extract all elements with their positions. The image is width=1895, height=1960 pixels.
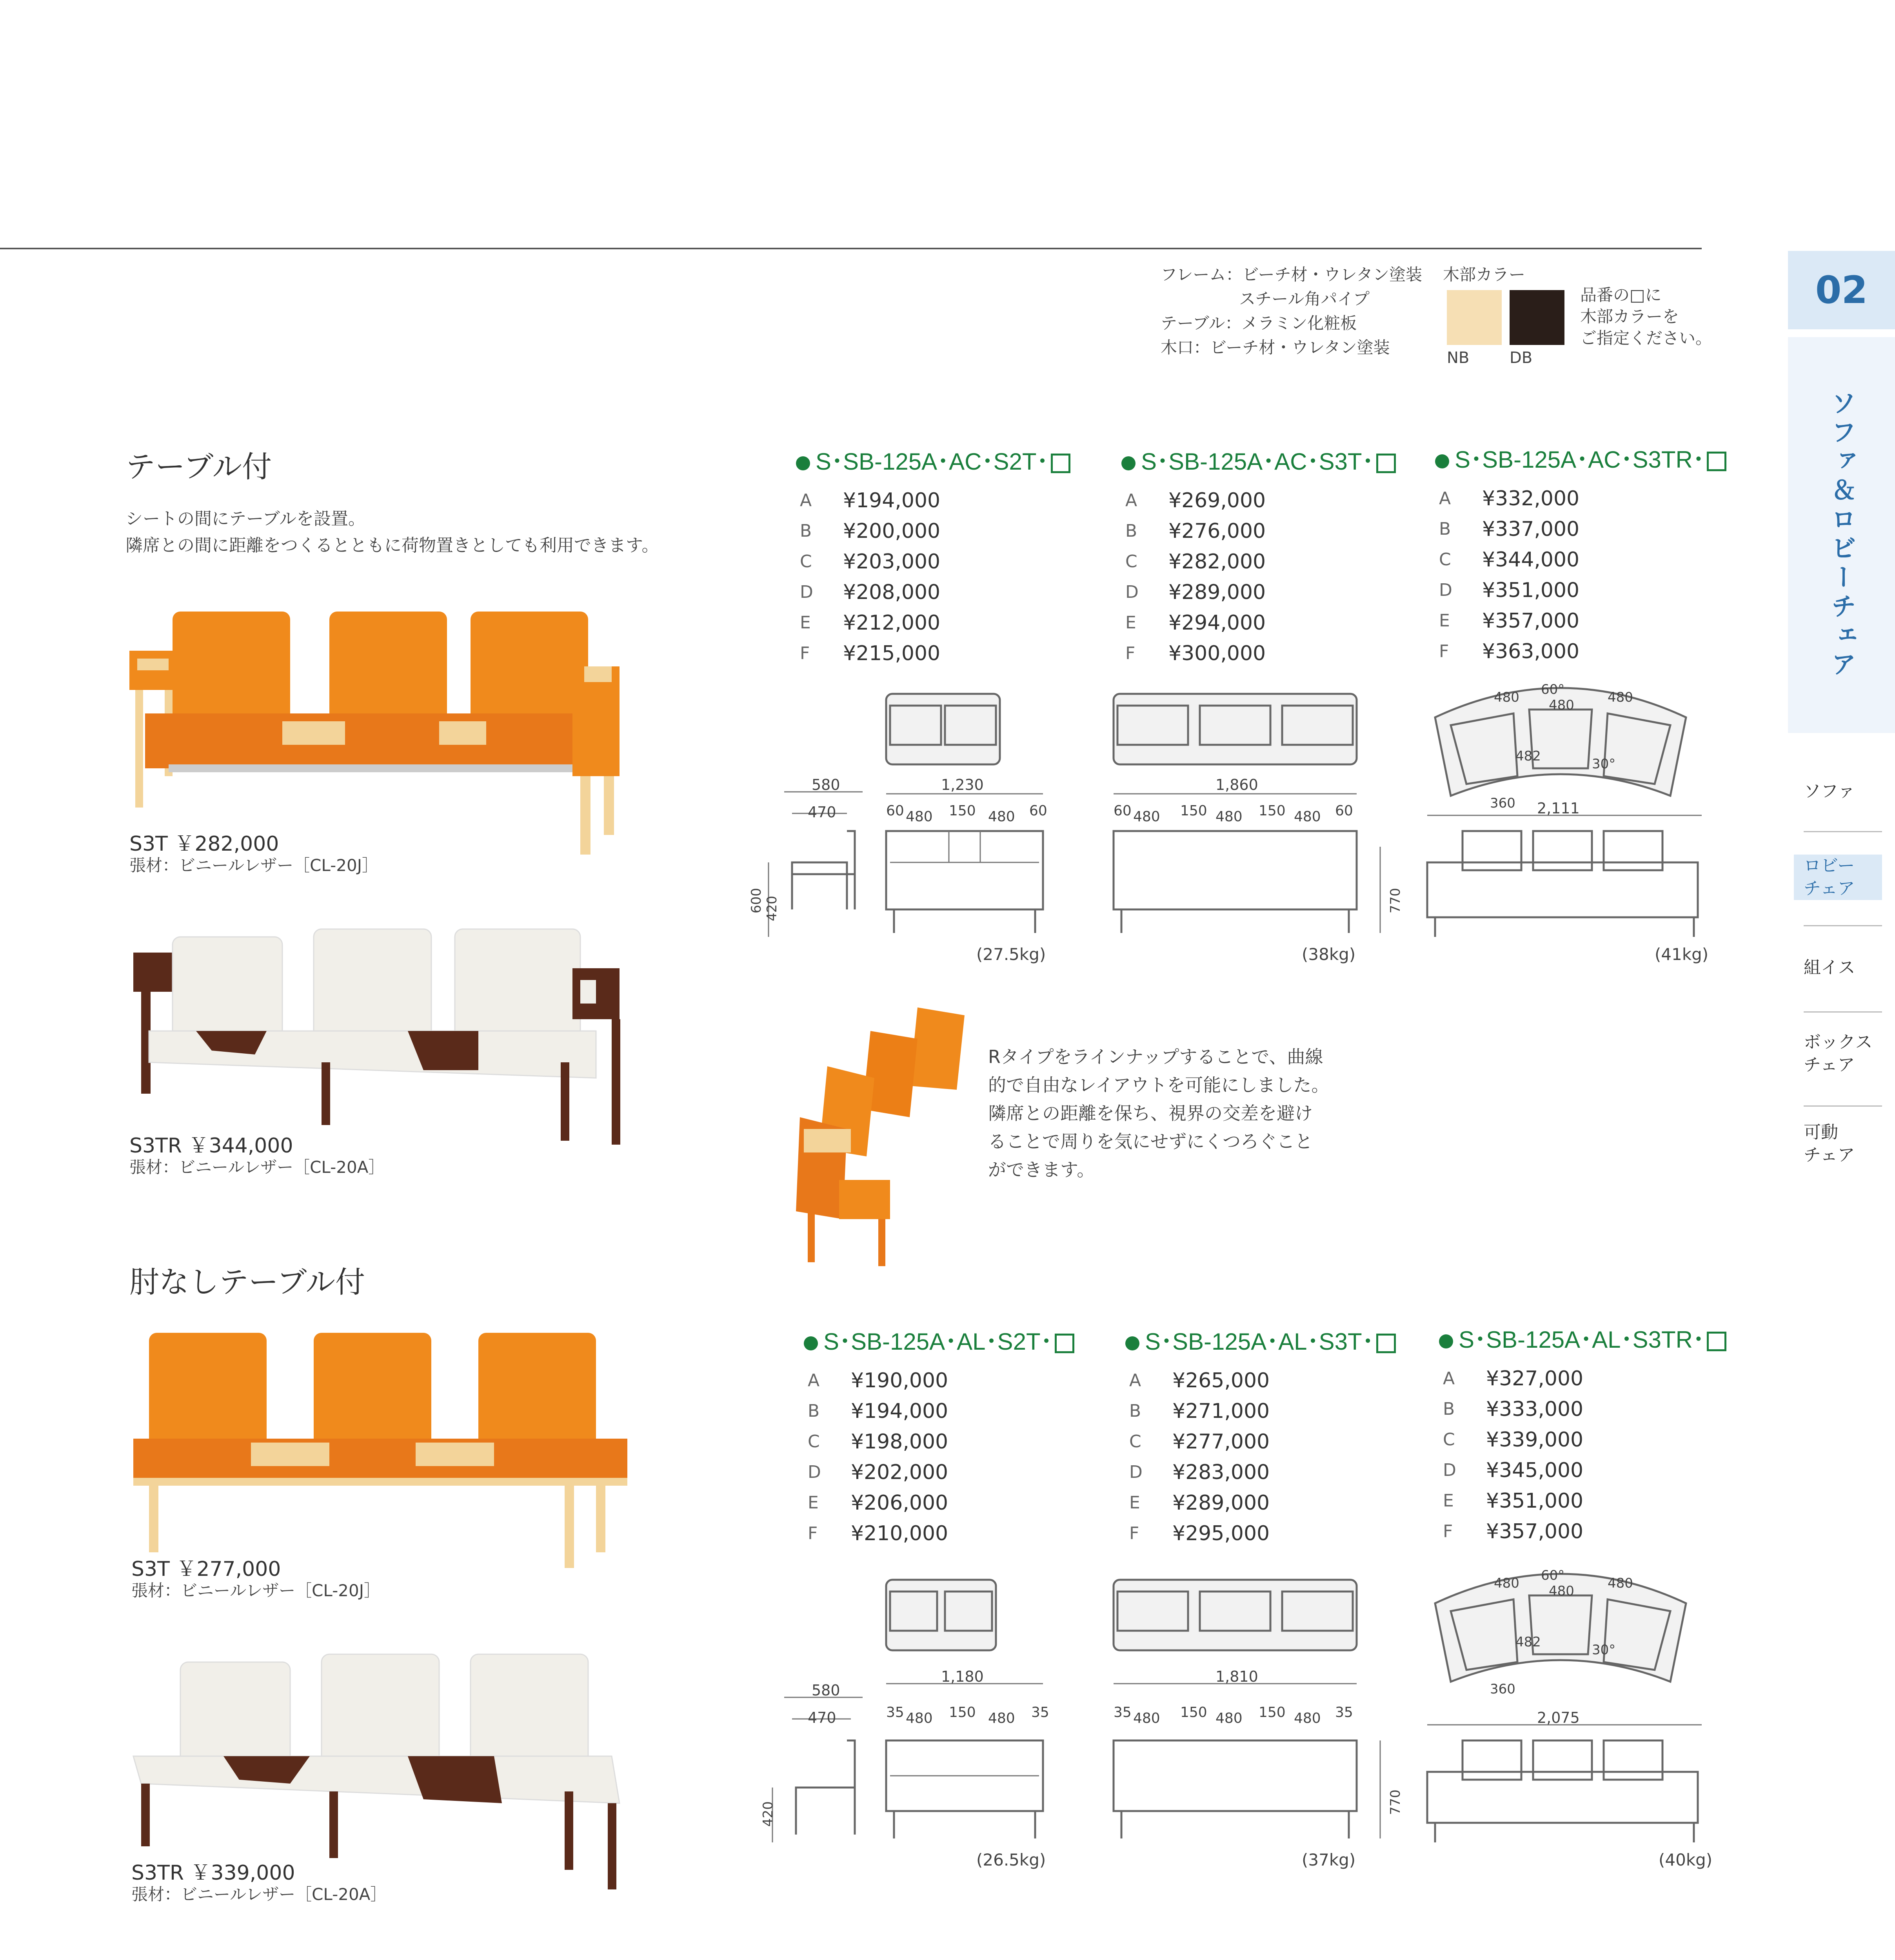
weight-al-s3t: (37kg) xyxy=(1302,1850,1356,1869)
swatch-db xyxy=(1510,290,1564,345)
weight-ac-s3tr: (41kg) xyxy=(1655,945,1709,964)
price-row: B ¥276,000 xyxy=(1125,519,1266,543)
photo-s3tr-material: 張材：ビニールレザー［CL-20A］ xyxy=(129,1158,385,1177)
curve-note-2: 的で自由なレイアウトを可能にしました。 xyxy=(988,1074,1330,1096)
price-row: E ¥206,000 xyxy=(808,1491,948,1515)
price-row: B ¥337,000 xyxy=(1439,517,1580,541)
dim-p4: 480 xyxy=(1215,809,1243,825)
weight-ac-s3t: (38kg) xyxy=(1302,945,1356,964)
dim-p7: 60 xyxy=(1335,803,1353,819)
dim-a6: 30° xyxy=(1592,756,1616,772)
dim-a3: 480 xyxy=(1549,1583,1574,1599)
price-row: C ¥198,000 xyxy=(808,1430,948,1454)
price-row: D ¥351,000 xyxy=(1439,579,1580,602)
dim-p3: 150 xyxy=(1180,1704,1207,1720)
curve-note-5: ができます。 xyxy=(988,1159,1095,1180)
model-al-s3tr-title: S･SB-125A･AL･S3TR･ xyxy=(1439,1321,1737,1355)
price-row: F ¥210,000 xyxy=(808,1522,948,1545)
price-row: C ¥277,000 xyxy=(1129,1430,1270,1454)
model-al-s3tr xyxy=(1439,1321,1737,1547)
model-ac-s2t xyxy=(796,443,1094,669)
weight-al-s3tr: (40kg) xyxy=(1659,1850,1713,1869)
price-row: C ¥282,000 xyxy=(1125,550,1266,573)
green-dot-icon xyxy=(1125,1336,1139,1350)
dim-p4: 480 xyxy=(988,809,1015,825)
weight-al-s2t: (26.5kg) xyxy=(976,1850,1046,1869)
wood-color-label: 木部カラー xyxy=(1443,265,1526,284)
price-row: D ¥289,000 xyxy=(1125,581,1266,604)
material-table: テーブル：メラミン化粧板 xyxy=(1161,314,1357,333)
wood-note-3: ご指定ください。 xyxy=(1580,328,1712,348)
photo-al-s3tr-price: S3TR ￥339,000 xyxy=(131,1861,295,1885)
photo-al-s3tr-material: 張材：ビニールレザー［CL-20A］ xyxy=(131,1885,387,1904)
material-frame-steel: スチール角パイプ xyxy=(1239,289,1370,309)
dim-p2: 480 xyxy=(906,809,933,825)
dim-p3: 150 xyxy=(949,803,976,819)
nav-divider xyxy=(1804,925,1882,926)
dim-a5: 482 xyxy=(1515,748,1541,764)
dim-p5: 35 xyxy=(1031,1704,1049,1720)
color-box-icon xyxy=(1051,454,1070,473)
price-row: D ¥345,000 xyxy=(1443,1459,1584,1482)
dim-p2: 480 xyxy=(906,1710,933,1726)
price-row: D ¥208,000 xyxy=(800,581,941,604)
model-al-s2t xyxy=(804,1323,1102,1549)
price-row: C ¥344,000 xyxy=(1439,548,1580,572)
dim-h2: 420 xyxy=(764,896,780,921)
wood-note-2: 木部カラーを xyxy=(1580,307,1679,326)
color-box-icon xyxy=(1707,1332,1726,1351)
price-list xyxy=(1435,483,1733,667)
dim-p3: 150 xyxy=(1180,803,1207,819)
dim-p4: 480 xyxy=(1215,1710,1243,1726)
model-al-s2t-title: S･SB-125A･AL･S2T･ xyxy=(804,1323,1102,1357)
price-row: D ¥202,000 xyxy=(808,1461,948,1484)
dim-a2: 60° xyxy=(1541,1568,1565,1583)
section-desc-table-2: 隣席との間に距離をつくるとともに荷物置きとしても利用できます。 xyxy=(125,535,659,555)
price-row: B ¥271,000 xyxy=(1129,1399,1270,1423)
nav-item-sofa[interactable]: ソファ xyxy=(1804,781,1855,801)
drawing-ac-s2t xyxy=(729,682,1082,949)
chapter-number-tab[interactable]: 02 xyxy=(1788,251,1895,329)
dim-p1: 35 xyxy=(886,1704,904,1720)
dim-depth: 580 xyxy=(812,1682,840,1699)
dim-a1: 480 xyxy=(1494,690,1519,705)
nav-item-group-chair[interactable]: 組イス xyxy=(1804,958,1855,978)
price-list xyxy=(804,1365,1102,1549)
model-ac-s2t-title: S･SB-125A･AC･S2T･ xyxy=(796,443,1094,477)
green-dot-icon xyxy=(796,456,810,470)
price-row: B ¥194,000 xyxy=(808,1399,948,1423)
color-box-icon xyxy=(1376,454,1396,473)
price-list xyxy=(1121,485,1419,669)
price-row: A ¥190,000 xyxy=(808,1369,948,1392)
section-desc-table-1: シートの間にテーブルを設置。 xyxy=(125,509,366,529)
dim-a7: 360 xyxy=(1490,795,1515,811)
photo-s3t-price: S3T ￥282,000 xyxy=(129,832,279,856)
section-title-table: テーブル付 xyxy=(125,449,272,484)
model-ac-s3t xyxy=(1121,443,1419,669)
price-row: F ¥295,000 xyxy=(1129,1522,1270,1545)
nav-divider xyxy=(1804,831,1882,832)
photo-al-s3t-orange xyxy=(125,1325,643,1576)
swatch-nb xyxy=(1447,290,1502,345)
dim-width: 2,111 xyxy=(1537,800,1580,817)
wood-note-1: 品番の□に xyxy=(1580,285,1662,305)
model-al-s3t-title: S･SB-125A･AL･S3T･ xyxy=(1125,1323,1423,1357)
dim-depth: 580 xyxy=(812,776,840,793)
price-list xyxy=(1125,1365,1423,1549)
price-row: F ¥300,000 xyxy=(1125,642,1266,665)
curve-note-1: Rタイプをラインナップすることで、曲線 xyxy=(988,1046,1323,1067)
section-title-armless: 肘なしテーブル付 xyxy=(129,1265,365,1299)
curve-note-4: ることで周りを気にせずにくつろぐこと xyxy=(988,1131,1313,1152)
dim-height: 770 xyxy=(1388,1789,1403,1815)
price-row: E ¥212,000 xyxy=(800,611,941,635)
photo-al-s3t-material: 張材：ビニールレザー［CL-20J］ xyxy=(131,1581,381,1600)
price-row: D ¥283,000 xyxy=(1129,1461,1270,1484)
price-row: F ¥363,000 xyxy=(1439,640,1580,663)
photo-curved-layout xyxy=(792,1000,980,1274)
price-row: A ¥265,000 xyxy=(1129,1369,1270,1392)
price-row: A ¥332,000 xyxy=(1439,487,1580,510)
model-ac-s3tr-title: S･SB-125A･AC･S3TR･ xyxy=(1435,441,1733,475)
price-list xyxy=(796,485,1094,669)
nav-item-lobby-chair[interactable]: ロビー チェア xyxy=(1794,855,1882,900)
dim-p5: 150 xyxy=(1259,1704,1286,1720)
model-ac-s3tr xyxy=(1435,441,1733,667)
photo-s3t-material: 張材：ビニールレザー［CL-20J］ xyxy=(129,856,379,875)
green-dot-icon xyxy=(1439,1334,1453,1348)
price-row: E ¥357,000 xyxy=(1439,609,1580,633)
green-dot-icon xyxy=(1435,454,1449,468)
price-row: E ¥294,000 xyxy=(1125,611,1266,635)
price-row: A ¥327,000 xyxy=(1443,1367,1584,1390)
drawing-ac-s3t xyxy=(1106,682,1419,949)
price-row: C ¥339,000 xyxy=(1443,1428,1584,1452)
price-row: C ¥203,000 xyxy=(800,550,941,573)
dim-p2: 480 xyxy=(1133,1710,1160,1726)
price-row: A ¥194,000 xyxy=(800,489,941,512)
drawing-al-s2t xyxy=(737,1568,1090,1866)
photo-s3tr-white xyxy=(125,913,643,1164)
dim-width: 1,860 xyxy=(1215,776,1258,793)
dim-h2: 420 xyxy=(760,1801,776,1827)
price-row: E ¥289,000 xyxy=(1129,1491,1270,1515)
dim-a3: 480 xyxy=(1549,697,1574,713)
dim-a1: 480 xyxy=(1494,1575,1519,1591)
price-row: E ¥351,000 xyxy=(1443,1489,1584,1513)
model-ac-s3t-title: S･SB-125A･AC･S3T･ xyxy=(1121,443,1419,477)
photo-s3tr-price: S3TR ￥344,000 xyxy=(129,1134,293,1158)
curve-note-3: 隣席との距離を保ち、視界の交差を避け xyxy=(988,1103,1313,1124)
price-row: B ¥200,000 xyxy=(800,519,941,543)
nav-divider xyxy=(1804,1105,1882,1107)
dim-width: 1,180 xyxy=(941,1668,984,1685)
nav-item-movable-chair[interactable]: 可動 チェア xyxy=(1804,1122,1855,1165)
top-rule xyxy=(0,248,1702,249)
photo-al-s3t-price: S3T ￥277,000 xyxy=(131,1557,281,1581)
weight-ac-s2t: (27.5kg) xyxy=(976,945,1046,964)
material-frame: フレーム：ビーチ材・ウレタン塗装 xyxy=(1161,265,1422,284)
dim-p1: 60 xyxy=(1114,803,1132,819)
dim-h1: 600 xyxy=(749,888,764,913)
green-dot-icon xyxy=(1121,456,1136,470)
dim-p2: 480 xyxy=(1133,809,1160,825)
drawing-al-s3t xyxy=(1106,1568,1419,1866)
chapter-category-tab[interactable]: ソファ＆ロビーチェア xyxy=(1788,337,1895,733)
dim-a6: 30° xyxy=(1592,1642,1616,1658)
dim-p1: 60 xyxy=(886,803,904,819)
dim-width: 1,810 xyxy=(1215,1668,1258,1685)
dim-p4: 480 xyxy=(988,1710,1015,1726)
color-box-icon xyxy=(1707,452,1726,471)
dim-p3: 150 xyxy=(949,1704,976,1720)
drawing-ac-s3tr xyxy=(1419,666,1733,949)
green-dot-icon xyxy=(804,1336,818,1350)
model-al-s3t xyxy=(1125,1323,1423,1549)
nav-divider xyxy=(1804,1011,1882,1013)
dim-a4: 480 xyxy=(1608,690,1633,705)
photo-s3t-orange xyxy=(125,596,643,862)
price-row: A ¥269,000 xyxy=(1125,489,1266,512)
dim-p1: 35 xyxy=(1114,1704,1132,1720)
dim-p5: 150 xyxy=(1259,803,1286,819)
nav-item-box-chair[interactable]: ボックス チェア xyxy=(1804,1032,1873,1075)
color-box-icon xyxy=(1376,1334,1396,1353)
dim-a2: 60° xyxy=(1541,682,1565,697)
dim-depth2: 470 xyxy=(808,1709,836,1726)
price-row: B ¥333,000 xyxy=(1443,1397,1584,1421)
dim-p6: 480 xyxy=(1294,1710,1321,1726)
material-edge: 木口：ビーチ材・ウレタン塗装 xyxy=(1161,338,1390,357)
dim-width: 2,075 xyxy=(1537,1709,1580,1726)
dim-p7: 35 xyxy=(1335,1704,1353,1720)
drawing-al-s3tr xyxy=(1419,1552,1733,1866)
price-list xyxy=(1439,1363,1737,1547)
dim-width: 1,230 xyxy=(941,776,984,793)
price-row: F ¥357,000 xyxy=(1443,1520,1584,1543)
color-box-icon xyxy=(1055,1334,1074,1353)
dim-a7: 360 xyxy=(1490,1681,1515,1697)
swatch-nb-label: NB xyxy=(1447,349,1470,367)
price-row: F ¥215,000 xyxy=(800,642,941,665)
dim-height: 770 xyxy=(1388,888,1403,913)
dim-depth2: 470 xyxy=(808,804,836,821)
dim-a4: 480 xyxy=(1608,1575,1633,1591)
dim-a5: 482 xyxy=(1515,1634,1541,1650)
dim-p6: 480 xyxy=(1294,809,1321,825)
dim-p5: 60 xyxy=(1029,803,1047,819)
swatch-db-label: DB xyxy=(1510,349,1533,367)
